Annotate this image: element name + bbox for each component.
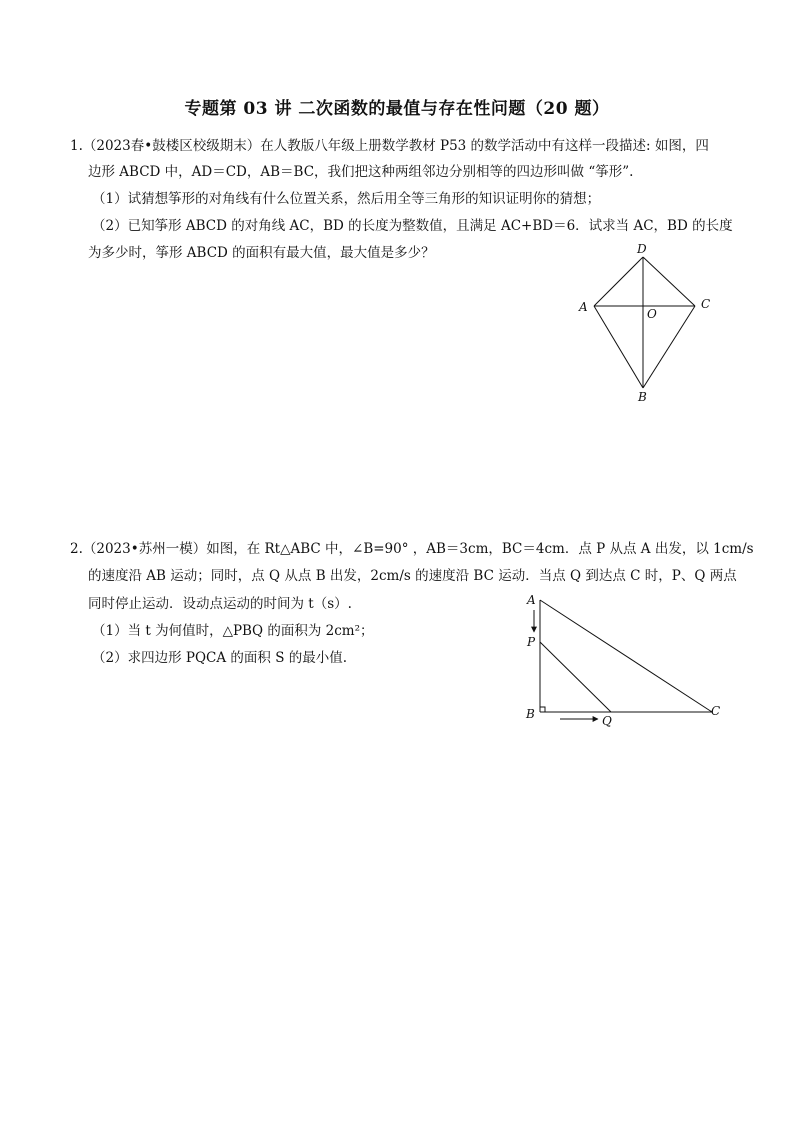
- right-triangle-figure: [520, 588, 730, 733]
- page-title: 专题第 03 讲 二次函数的最值与存在性问题（20 题）: [184, 99, 610, 119]
- segment-pq: [540, 642, 611, 712]
- kite-figure: [570, 238, 730, 408]
- label-c2: C: [711, 704, 721, 718]
- label-q: Q: [602, 714, 612, 728]
- kite-edge-dc: [643, 257, 695, 306]
- problem2-question2: （2）求四边形 PQCA 的面积 S 的最小值.: [92, 650, 348, 666]
- problem2-line3: 同时停止运动．设动点运动的时间为 t（s）.: [88, 596, 352, 612]
- problem2-line1: 2.（2023•苏州一模）如图，在 Rt△ABC 中，∠B=90° ，AB＝3cm，BC＝4cm．点 P 从点 A 出发，以 1cm/s: [70, 541, 754, 557]
- triangle-hypotenuse-ac: [540, 600, 712, 712]
- problem2-question1: （1）当 t 为何值时，△PBQ 的面积为 2cm²；: [92, 623, 374, 639]
- label-a: A: [579, 300, 588, 314]
- kite-edge-ab: [594, 306, 643, 388]
- label-c: C: [701, 297, 711, 311]
- problem2-line2: 的速度沿 AB 运动；同时，点 Q 从点 B 出发，2cm/s 的速度沿 BC 运动．当点 Q 到达点 C 时，P、Q 两点: [88, 568, 737, 584]
- problem1-line2: 边形 ABCD 中，AD＝CD，AB＝BC，我们把这种两组邻边分别相等的四边形叫做 “筝形”.: [88, 164, 634, 180]
- label-b2: B: [526, 707, 535, 721]
- problem1-line1: 1.（2023春•鼓楼区校级期末）在人教版八年级上册数学教材 P53 的数学活动中有这样一段描述: 如图，四: [70, 138, 709, 154]
- right-angle-mark: [540, 707, 545, 712]
- problem1-question2-line2: 为多少时，筝形 ABCD 的面积有最大值，最大值是多少？: [88, 245, 435, 261]
- label-b: B: [638, 390, 647, 404]
- kite-edge-ad: [594, 257, 643, 306]
- label-d: D: [637, 242, 647, 256]
- problem1-question1: （1）试猜想筝形的对角线有什么位置关系，然后用全等三角形的知识证明你的猜想；: [92, 191, 601, 207]
- label-a2: A: [527, 593, 536, 607]
- label-p: P: [527, 635, 536, 649]
- problem1-question2-line1: （2）已知筝形 ABCD 的对角线 AC，BD 的长度为整数值，且满足 AC+BD＝6．试求当 AC，BD 的长度: [92, 218, 733, 234]
- label-o: O: [647, 307, 657, 321]
